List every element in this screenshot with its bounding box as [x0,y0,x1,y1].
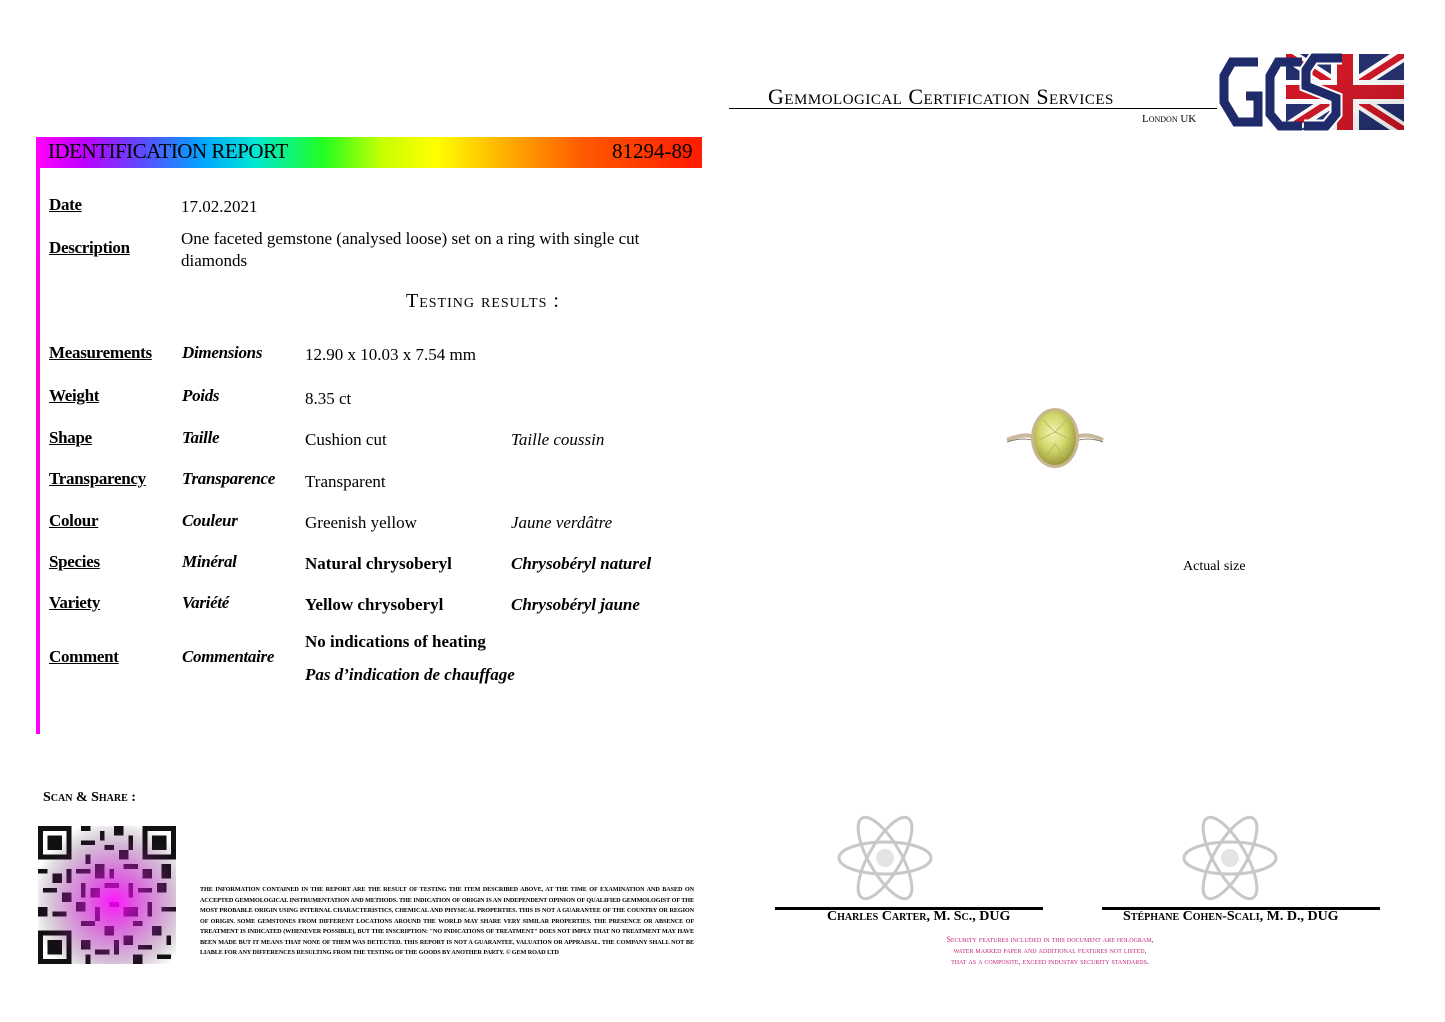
shape-value-fr: Taille coussin [511,430,605,449]
shape-label: Shape [49,428,92,447]
weight-label-fr: Poids [182,386,220,405]
variety-label-fr: Variété [182,593,230,612]
species-value-fr: Chrysobéryl naturel [511,554,652,573]
company-location: London UK [1142,113,1197,125]
transparency-value: Transparent [305,472,386,491]
scan-share-label: Scan & Share : [43,790,136,805]
variety-value-fr: Chrysobéryl jaune [511,595,640,614]
date-label: Date [49,195,82,214]
security-note [900,934,1200,967]
weight-value: 8.35 ct [305,389,352,408]
measurements-value: 12.90 x 10.03 x 7.54 mm [305,345,476,364]
shape-value: Cushion cut [305,430,387,449]
measurements-label: Measurements [49,343,152,362]
company-logo [1218,52,1406,132]
comment-value: No indications of heating [305,632,486,651]
report-side-bar [36,137,40,734]
security-note-line: that as a composite, exceed industry security standards. [951,957,1149,966]
species-label-fr: Minéral [182,552,237,571]
security-note-line: water marked paper and additional features not listed, [953,946,1147,955]
company-name: Gemmological Certification Services [768,84,1114,109]
atom-watermark-icon [835,808,935,908]
species-label: Species [49,552,100,571]
comment-label: Comment [49,647,119,666]
atom-watermark-icon [1180,808,1280,908]
shape-label-fr: Taille [182,428,220,447]
variety-value: Yellow chrysoberyl [305,595,444,614]
transparency-label-fr: Transparence [182,469,276,488]
colour-value: Greenish yellow [305,513,417,532]
species-value: Natural chrysoberyl [305,554,452,573]
description-label: Description [49,238,130,257]
transparency-label: Transparency [49,469,146,488]
measurements-label-fr: Dimensions [182,343,263,362]
signatory-name: Charles Carter, M. Sc., DUG [827,909,1011,924]
colour-label-fr: Couleur [182,511,238,530]
colour-value-fr: Jaune verdâtre [511,513,613,532]
date-value: 17.02.2021 [181,197,258,216]
comment-label-fr: Commentaire [182,647,275,666]
comment-value-fr: Pas d’indication de chauffage [305,665,515,684]
description-value: One faceted gemstone (analysed loose) set on a ring with single cut diamonds [181,229,640,270]
security-note-line: Security features included in this document are hologram, [946,935,1154,944]
report-title: IDENTIFICATION REPORT [48,139,288,163]
qr-code[interactable] [38,826,176,964]
colour-label: Colour [49,511,99,530]
gemstone-ring-image [1003,398,1107,478]
legal-disclaimer: THE INFORMATION CONTAINED IN THE REPORT ARE THE RESULT OF TESTING THE ITEM DESCRIBED ABOVE, AT THE TIME OF EXAMINATION AND BASED ON ACCEPTED GEMMOLOGICAL INSTRUMENTATION AND METHODS. THE INDICATION OF ORIGIN IS AN INDEPENDENT OPINION OF QUALIFIED GEMMOLOGIST OF THE MOST PROBABLE ORIGIN USING INTERNAL CHARACTERISTICS, CHEMICAL AND PHYSICAL PROPERTIES. THIS IS NOT A GUARANTEE OF THE COUNTRY OR REGION OF ORIGIN. SOME GEMSTONES FROM DIFFERENT LOCATIONS AROUND THE WORLD MAY SHARE VERY SIMILAR PROPERTIES. THE PRESENCE OR ABSENCE OF TREATMENT IS INDICATED (WHENEVER POSSIBLE), BUT THE INSCRIPTION: "NO INDICATIONS OF TREATMENT" DOES NOT IMPLY THAT NO TREATMENT MAY HAVE BEEN MADE BUT IT MEANS THAT NONE OF THEM WAS DETECTED. THIS REPORT IS NOT A GUARANTEE, VALUATION OR APPRAISAL. THE COMPANY SHALL NOT BE LIABLE FOR ANY DIFFERENCES RESULTING FROM THE TESTING OF THE GOODS BY ANOTHER PARTY. © GEM ROAD LTD [200,886,694,956]
actual-size-caption: Actual size [1183,559,1246,574]
header-divider [729,108,1217,109]
testing-results-heading: Testing results : [406,290,560,312]
variety-label: Variety [49,593,101,612]
weight-label: Weight [49,386,100,405]
signatory-name: Stéphane Cohen-Scali, M. D., DUG [1123,909,1339,924]
report-number: 81294-89 [612,139,693,163]
